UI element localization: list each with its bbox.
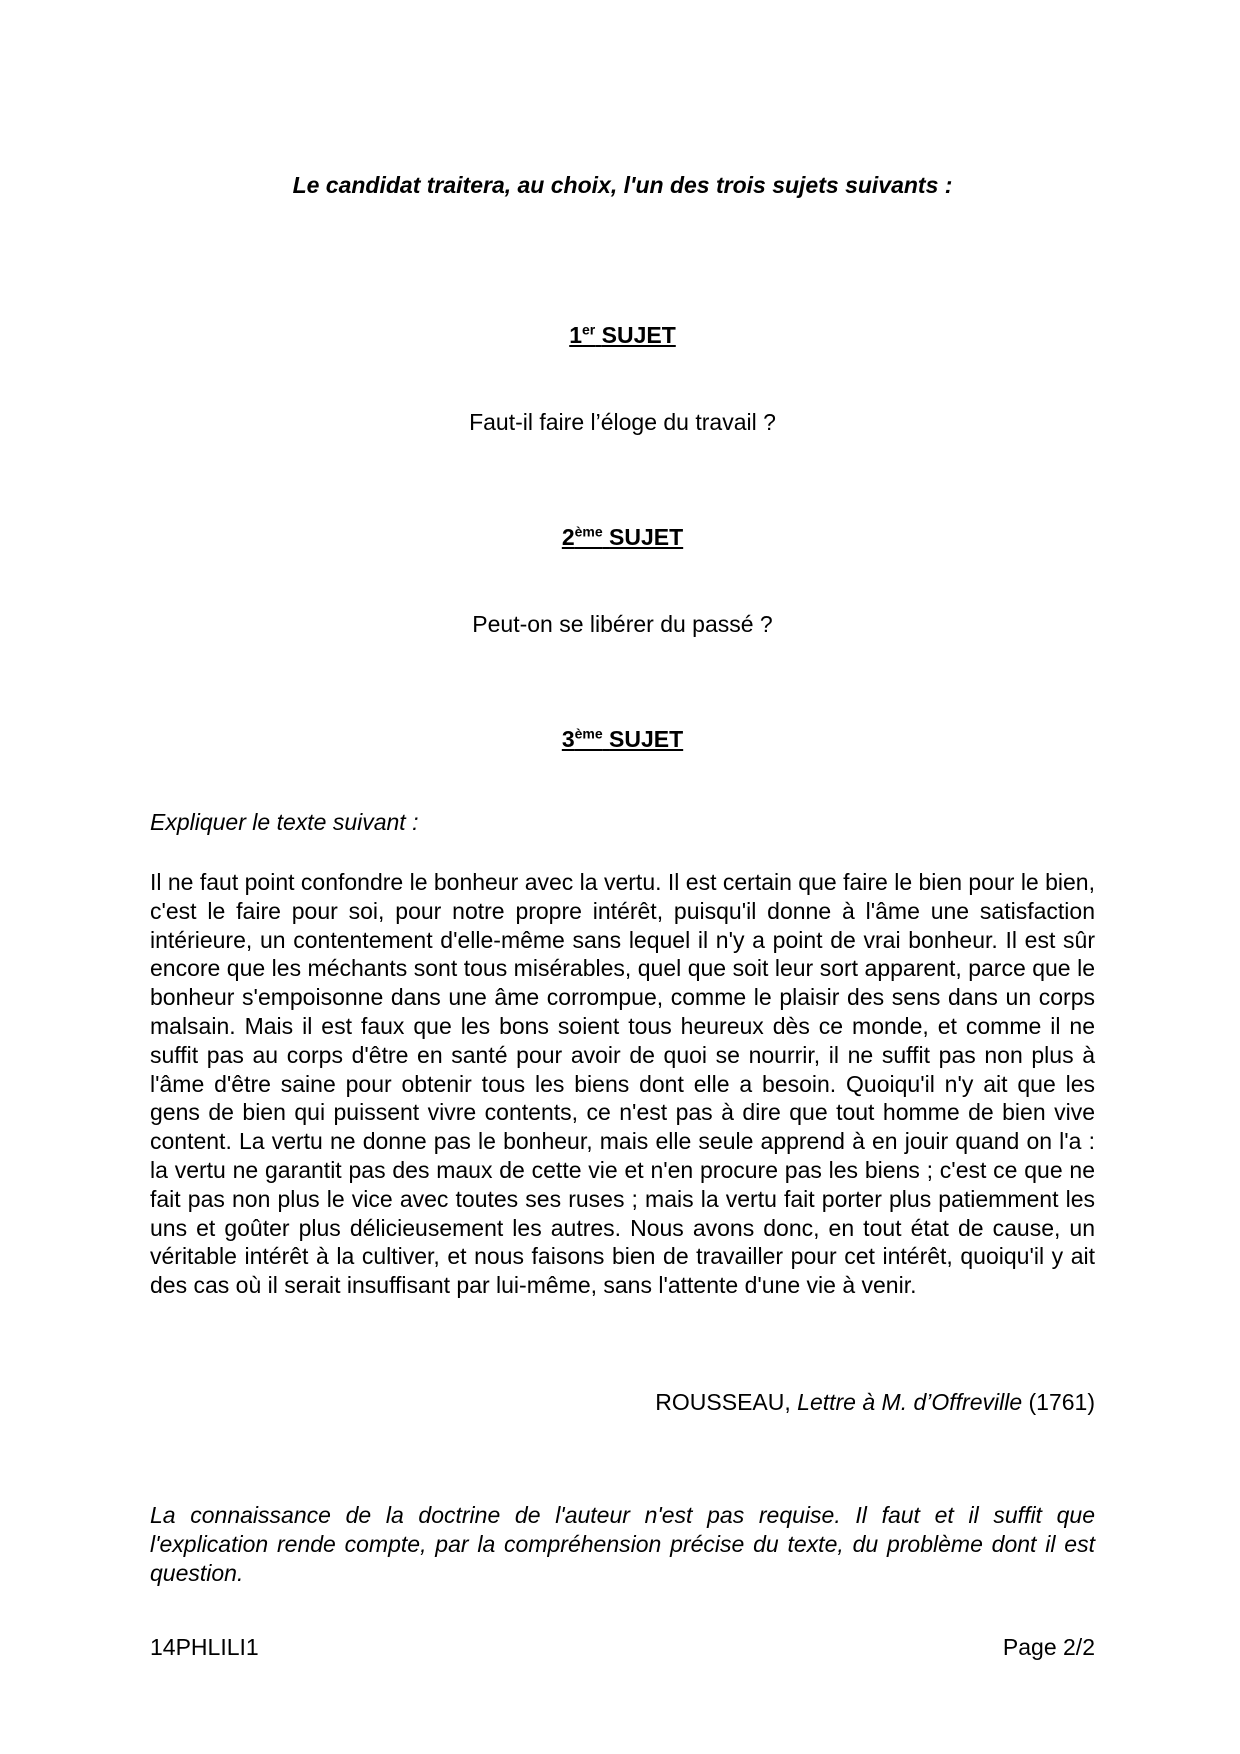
citation — [150, 1389, 1095, 1416]
sujet-1-word: SUJET — [601, 322, 676, 348]
sujet-2-suffix: ème — [574, 523, 603, 540]
explain-label: Expliquer le texte suivant : — [150, 809, 419, 835]
footer-exam-code: 14PHLILI1 — [150, 1634, 259, 1660]
sujet-3-heading — [150, 726, 1095, 753]
sujet-3-number: 3 — [561, 726, 575, 752]
citation-author: ROUSSEAU, — [655, 1389, 791, 1415]
instructions-note: La connaissance de la doctrine de l'auteur n'est pas requise. Il faut et il suffit que l'explication rende compte, par la compréhension précise du texte, du problème dont il est question. — [150, 1502, 1095, 1586]
sujet-3-word: SUJET — [609, 726, 684, 752]
sujet-1-number: 1 — [569, 322, 583, 348]
sujet-2-heading — [150, 524, 1095, 551]
sujet-1-suffix: er — [582, 321, 596, 338]
sujet-2-word: SUJET — [609, 524, 684, 550]
footer-page-number: Page 2/2 — [1002, 1634, 1095, 1660]
citation-year: (1761) — [1028, 1389, 1095, 1415]
sujet-1-question: Faut-il faire l’éloge du travail ? — [469, 409, 776, 435]
instructions: Le candidat traitera, au choix, l'un des trois sujets suivants : — [292, 172, 953, 198]
sujet-2-number: 2 — [561, 524, 575, 550]
sujet-2-question: Peut-on se libérer du passé ? — [472, 611, 773, 637]
citation-work: Lettre à M. d’Offreville — [797, 1389, 1023, 1415]
sujet-1-heading — [150, 322, 1095, 349]
sujet-3-suffix: ème — [574, 725, 603, 742]
rousseau-passage: Il ne faut point confondre le bonheur avec la vertu. Il est certain que faire le bien pour le bien, c'est le faire pour soi, pour notre propre intérêt, puisqu'il donne à l'âme une satisfaction intérieure, un contentement d'elle-même sans lequel il n'y a point de vrai bonheur. Il est sûr encore que les méchants sont tous misérables, quel que soit leur sort apparent, parce que le bonheur s'empoisonne dans une âme corrompue, comme le plaisir des sens dans un corps malsain. Mais il est faux que les bons soient tous heureux dès ce monde, et comme il ne suffit pas au corps d'être en santé pour avoir de quoi se nourrir, il ne suffit pas non plus à l'âme d'être saine pour obtenir tous les biens dont elle a besoin. Quoiqu'il n'y ait que les gens de bien qui puissent vivre contents, ce n'est pas à dire que tout homme de bien vive content. La vertu ne donne pas le bonheur, mais elle seule apprend à en jouir quand on l'a : la vertu ne garantit pas des maux de cette vie et n'en procure pas les biens ; c'est ce que ne fait pas non plus le vice avec toutes ses ruses ; mais la vertu fait porter plus patiemment les uns et goûter plus délicieusement les autres. Nous avons donc, en tout état de cause, un véritable intérêt à la cultiver, et nous faisons bien de travailler pour cet intérêt, quoiqu'il y ait des cas où il serait insuffisant par lui-même, sans l'attente d'une vie à venir. — [150, 869, 1095, 1299]
